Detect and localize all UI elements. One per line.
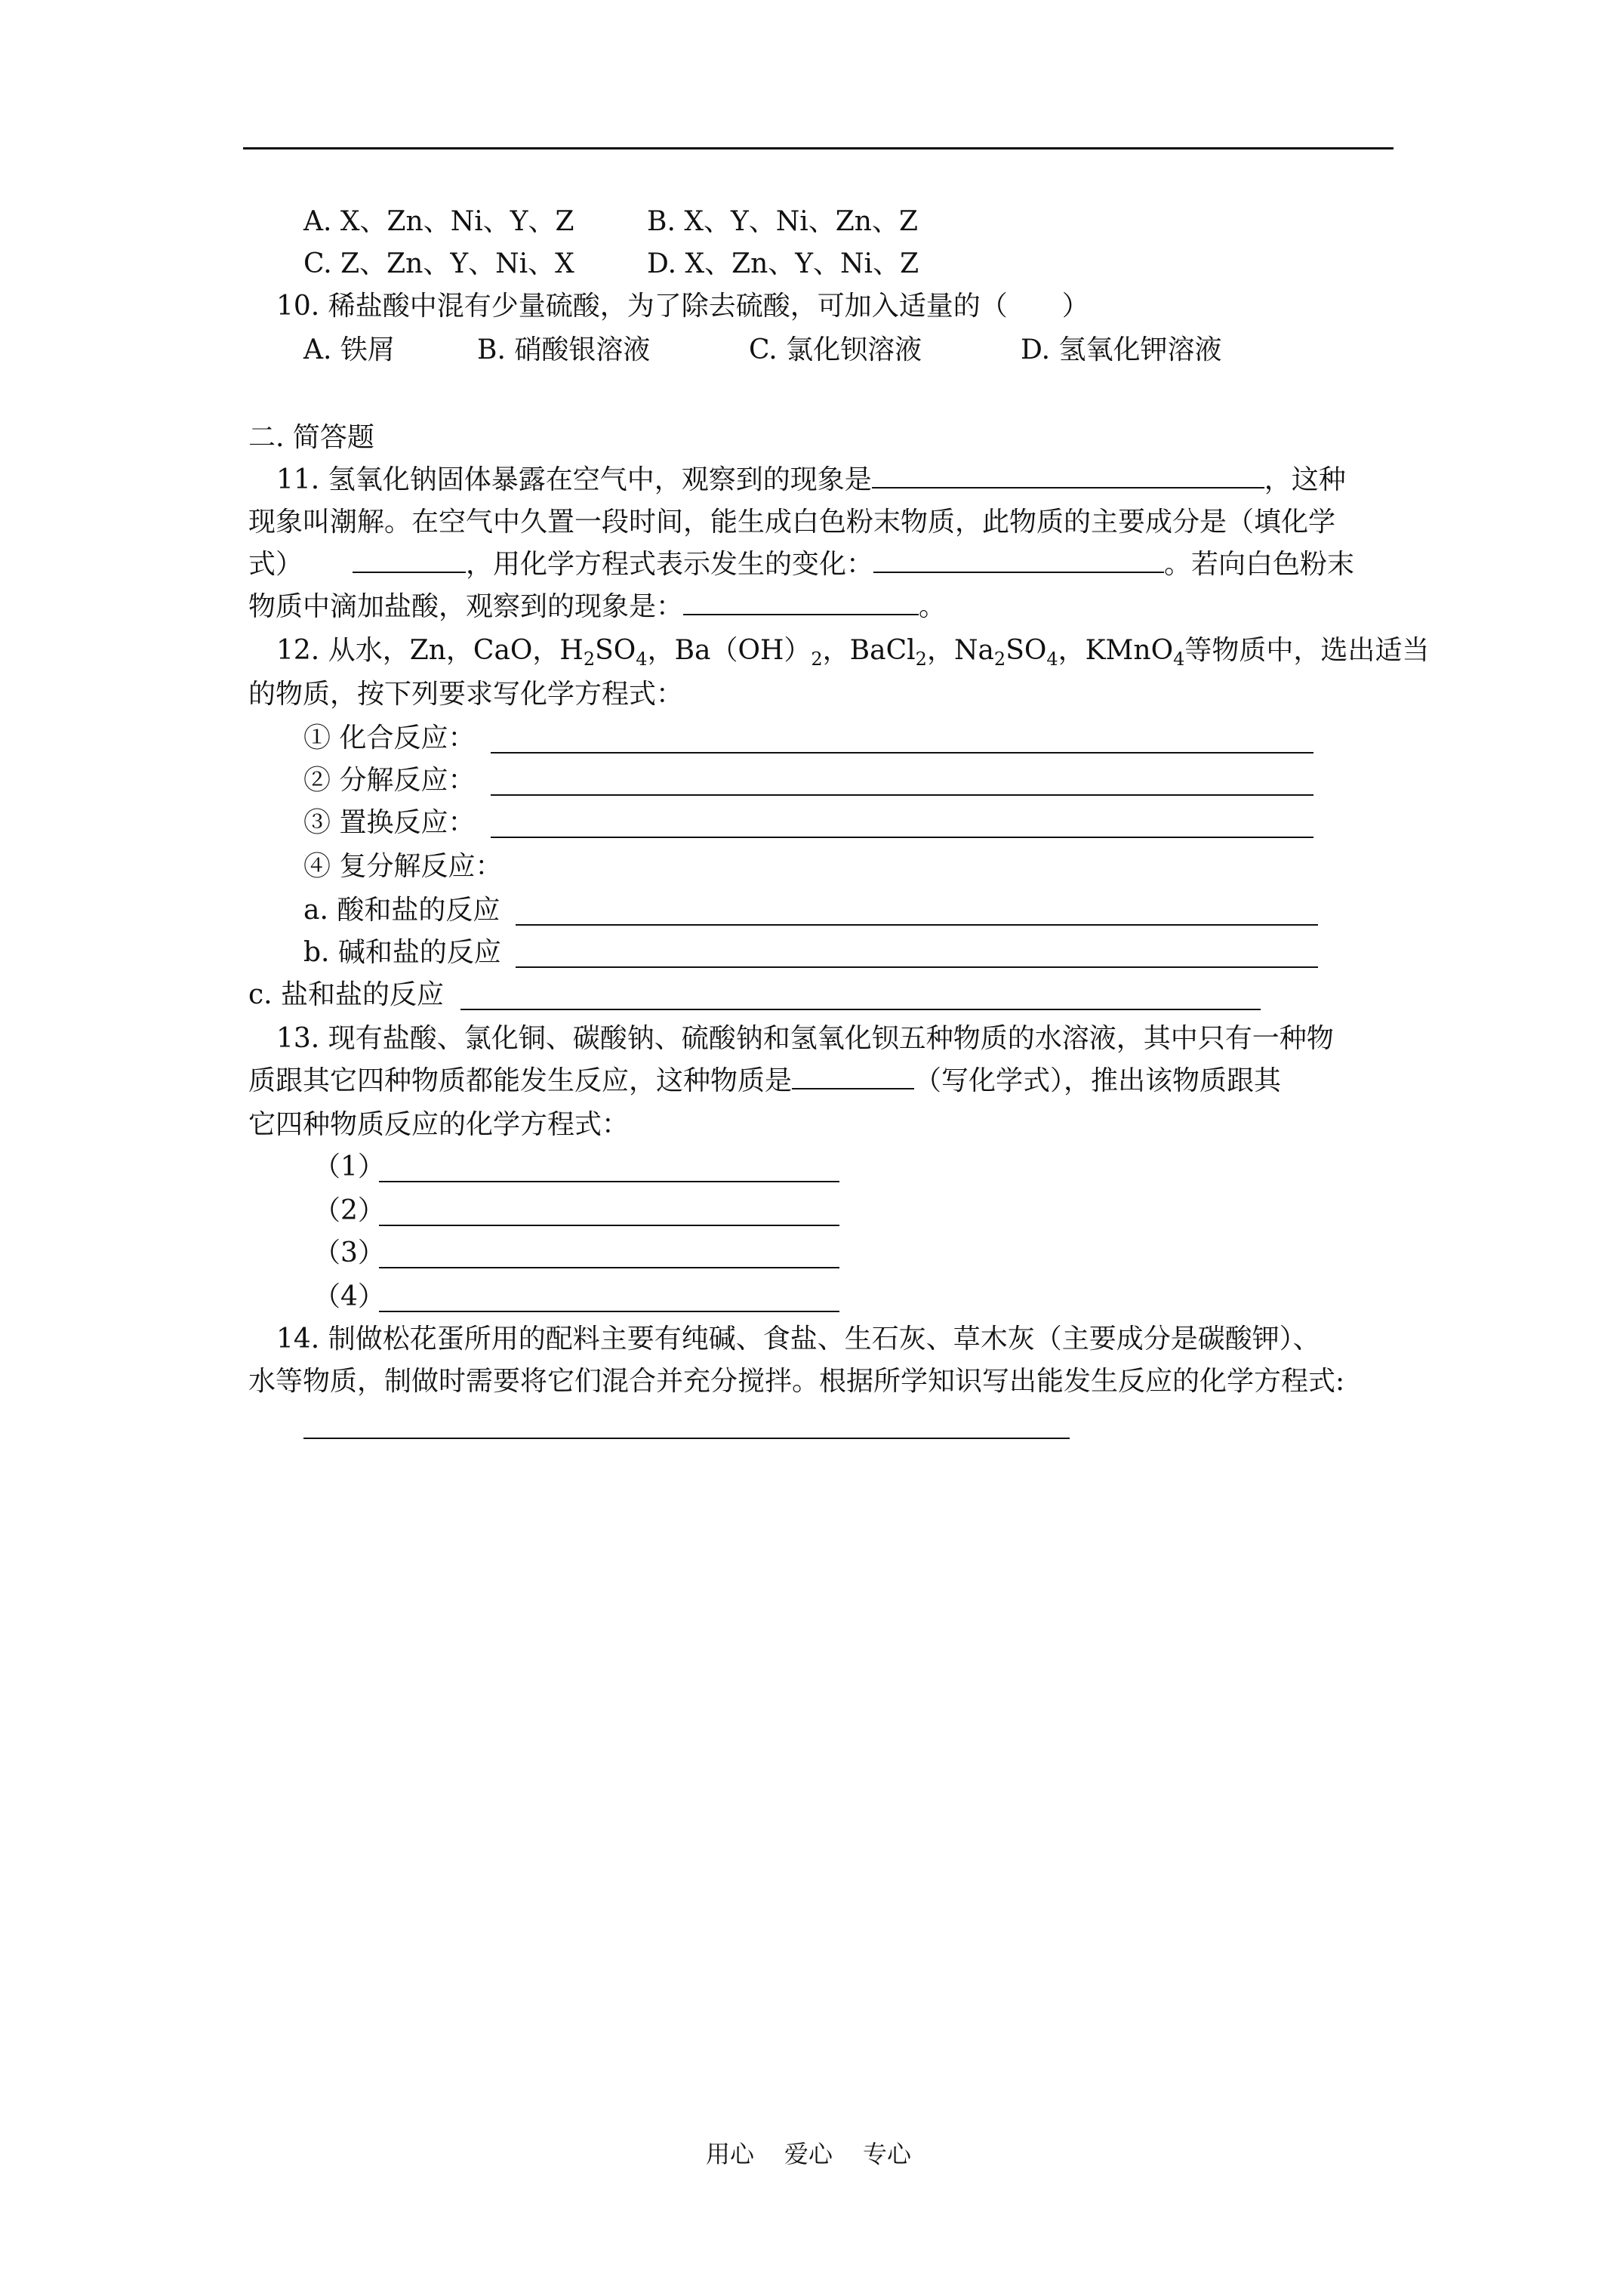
- q10-option-d: D. 氢氧化钾溶液: [1021, 334, 1222, 365]
- q10-option-c: C. 氯化钡溶液: [749, 334, 922, 365]
- q11-text: 。: [919, 591, 947, 622]
- q12-text: 等物质中，选出适当: [1184, 635, 1430, 666]
- q12-item-decomposition: ② 分解反应：: [303, 765, 476, 796]
- q12-text: ，Na: [926, 635, 994, 666]
- q12-item-salt-salt: c. 盐和盐的反应: [248, 979, 445, 1010]
- subscript: 2: [993, 649, 1006, 670]
- header-rule: [243, 147, 1394, 149]
- q11-text: ，用化学方程式表示发生的变化：: [466, 549, 874, 580]
- q12-text: ，BaCl: [822, 635, 916, 666]
- q11-line1: [276, 464, 1346, 497]
- q13-line2: [248, 1065, 1281, 1098]
- q9-option-b: B. X、Y、Ni、Zn、Z: [647, 206, 918, 237]
- q12-blank-decomposition[interactable]: [491, 794, 1313, 796]
- footer-text: 用心: [706, 2140, 755, 2168]
- q12-text: ，Ba（OH）: [647, 635, 812, 666]
- q14-line1: 14. 制做松花蛋所用的配料主要有纯碱、食盐、生石灰、草木灰（主要成分是碳酸钾）、: [276, 1324, 1320, 1354]
- q10-option-b: B. 硝酸银溶液: [477, 334, 651, 365]
- q10-option-a: A. 铁屑: [303, 334, 395, 365]
- q10-stem: 10. 稀盐酸中混有少量硫酸，为了除去硫酸，可加入适量的（ ）: [276, 291, 1089, 322]
- q14-blank-equation[interactable]: [303, 1438, 1070, 1439]
- q13-num-4: （4）: [313, 1281, 385, 1312]
- q12-blank-base-salt[interactable]: [516, 966, 1318, 968]
- q9-option-d: D. X、Zn、Y、Ni、Z: [647, 248, 919, 279]
- q12-blank-replacement[interactable]: [491, 837, 1313, 838]
- q13-blank-3[interactable]: [379, 1267, 839, 1268]
- subscript: 2: [811, 649, 823, 670]
- q13-text: 质跟其它四种物质都能发生反应，这种物质是: [248, 1065, 793, 1096]
- subscript: 2: [583, 649, 596, 670]
- q9-option-a: A. X、Zn、Ni、Y、Z: [303, 206, 574, 237]
- footer-text: 专心: [863, 2140, 912, 2168]
- subscript: 4: [1173, 649, 1185, 670]
- q12-item-replacement: ③ 置换反应：: [303, 807, 476, 838]
- q12-text: SO: [595, 635, 636, 666]
- q13-blank-1[interactable]: [379, 1181, 839, 1182]
- q13-blank-4[interactable]: [379, 1311, 839, 1312]
- page-footer: [691, 2135, 926, 2170]
- q12-item-double-decomposition: ④ 复分解反应：: [303, 851, 503, 882]
- q13-blank-2[interactable]: [379, 1225, 839, 1226]
- q13-num-2: （2）: [313, 1195, 385, 1226]
- q14-line2: 水等物质，制做时需要将它们混合并充分搅拌。根据所学知识写出能发生反应的化学方程式:: [248, 1366, 1345, 1397]
- q12-blank-combination[interactable]: [491, 752, 1313, 754]
- q11-blank-observation[interactable]: [683, 591, 919, 615]
- q11-blank-phenomenon[interactable]: [872, 464, 1264, 488]
- q12-item-acid-salt: a. 酸和盐的反应: [303, 895, 500, 926]
- q12-text: ，KMnO: [1058, 635, 1174, 666]
- q13-blank-substance[interactable]: [792, 1065, 914, 1089]
- subscript: 2: [915, 649, 927, 670]
- q9-option-c: C. Z、Zn、Y、Ni、X: [303, 248, 574, 279]
- q13-num-3: （3）: [313, 1237, 385, 1268]
- q13-line3: 它四种物质反应的化学方程式：: [248, 1109, 630, 1140]
- q12-item-combination: ① 化合反应：: [303, 723, 476, 754]
- q11-text: ，这种: [1264, 464, 1346, 495]
- q11-text: 式）: [248, 549, 303, 580]
- q11-text: 物质中滴加盐酸，观察到的现象是：: [248, 591, 684, 622]
- q11-blank-equation[interactable]: [873, 549, 1164, 573]
- q12-blank-salt-salt[interactable]: [460, 1009, 1261, 1010]
- footer-text: 爱心: [784, 2140, 833, 2168]
- q12-text: 12. 从水，Zn，CaO，H: [276, 635, 584, 666]
- q11-text: 11. 氢氧化钠固体暴露在空气中，观察到的现象是: [276, 464, 872, 495]
- q11-line4: [248, 590, 946, 624]
- q11-blank-formula[interactable]: [353, 549, 466, 573]
- q13-text: （写化学式），推出该物质跟其: [914, 1065, 1282, 1096]
- q13-line1: 13. 现有盐酸、氯化铜、碳酸钠、硫酸钠和氢氧化钡五种物质的水溶液，其中只有一种物: [276, 1023, 1334, 1054]
- section-title: 二. 简答题: [248, 422, 374, 453]
- q11-line3: [248, 548, 1354, 581]
- q12-blank-acid-salt[interactable]: [516, 924, 1318, 926]
- q13-num-1: （1）: [313, 1151, 385, 1182]
- q12-text: SO: [1006, 635, 1047, 666]
- q12-line2: 的物质，按下列要求写化学方程式：: [248, 679, 684, 710]
- q11-text: 。若向白色粉末: [1164, 549, 1355, 580]
- q11-line2: 现象叫潮解。在空气中久置一段时间，能生成白色粉末物质，此物质的主要成分是（填化学: [248, 507, 1336, 538]
- q12-item-base-salt: b. 碱和盐的反应: [303, 937, 501, 968]
- subscript: 4: [1046, 649, 1058, 670]
- q12-line1: [276, 634, 1430, 670]
- subscript: 4: [636, 649, 648, 670]
